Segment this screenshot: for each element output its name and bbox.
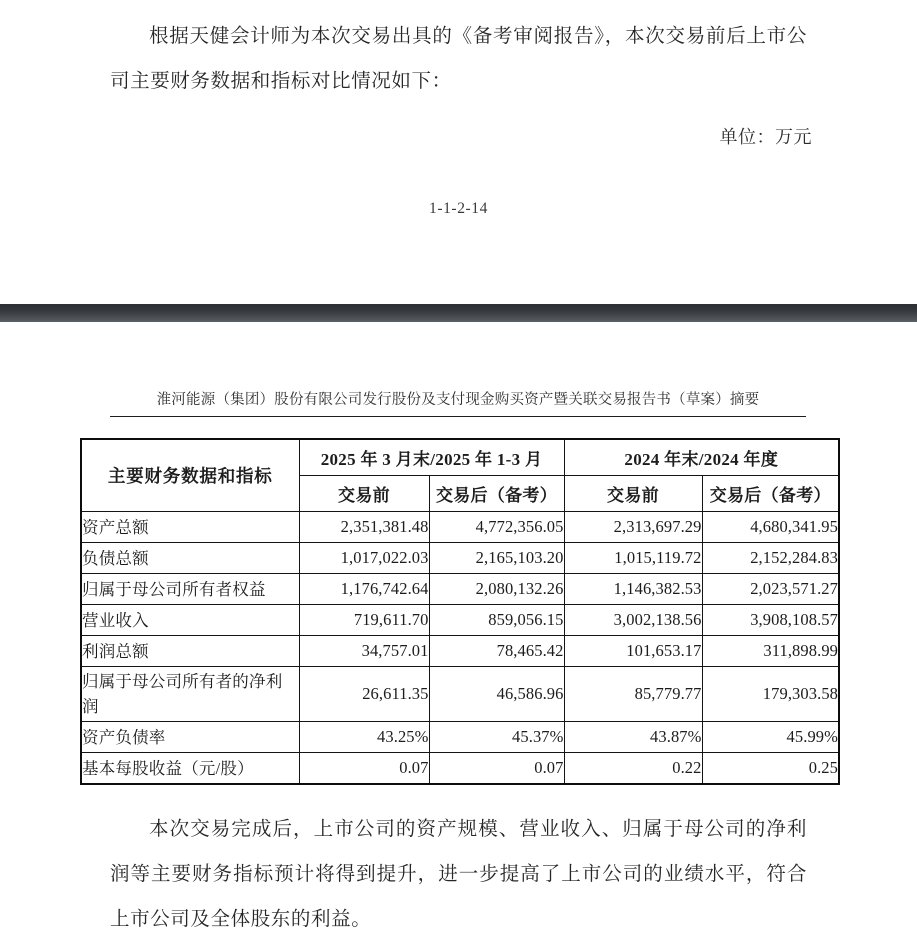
table-cell-value: 34,757.01 xyxy=(299,636,429,667)
table-row-label: 归属于母公司所有者权益 xyxy=(81,574,299,605)
table-cell-value: 85,779.77 xyxy=(564,667,702,722)
table-row xyxy=(81,512,839,543)
table-cell-value: 0.07 xyxy=(429,753,564,785)
page-separator-band xyxy=(0,304,917,322)
table-row xyxy=(81,722,839,753)
table-cell-value: 1,176,742.64 xyxy=(299,574,429,605)
table-cell-value: 859,056.15 xyxy=(429,605,564,636)
table-cell-value: 45.37% xyxy=(429,722,564,753)
closing-paragraph: 本次交易完成后，上市公司的资产规模、营业收入、归属于母公司的净利润等主要财务指标预计将得到提升，进一步提高了上市公司的业绩水平，符合上市公司及全体股东的利益。 xyxy=(110,819,807,930)
running-header: 淮河能源（集团）股份有限公司发行股份及支付现金购买资产暨关联交易报告书（草案）摘要 xyxy=(110,388,806,417)
table-cell-value: 1,017,022.03 xyxy=(299,543,429,574)
table-body xyxy=(81,512,839,785)
table-cell-value: 43.25% xyxy=(299,722,429,753)
table-cell-value: 43.87% xyxy=(564,722,702,753)
table-header-row-period xyxy=(81,439,839,476)
table-cell-value: 45.99% xyxy=(702,722,839,753)
table-cell-value: 3,002,138.56 xyxy=(564,605,702,636)
table-cell-value: 46,586.96 xyxy=(429,667,564,722)
table-cell-value: 101,653.17 xyxy=(564,636,702,667)
table-subheader-2025-before: 交易前 xyxy=(299,476,429,512)
table-cell-value: 0.07 xyxy=(299,753,429,785)
table-row-label: 利润总额 xyxy=(81,636,299,667)
table-cell-value: 719,611.70 xyxy=(299,605,429,636)
table-row-label: 资产负债率 xyxy=(81,722,299,753)
table-row xyxy=(81,753,839,785)
table-row xyxy=(81,543,839,574)
table-row-label: 基本每股收益（元/股） xyxy=(81,753,299,785)
table-cell-value: 0.22 xyxy=(564,753,702,785)
table-subheader-2024-after: 交易后（备考） xyxy=(702,476,839,512)
table-row xyxy=(81,636,839,667)
table-subheader-2024-before: 交易前 xyxy=(564,476,702,512)
page-number-folio: 1-1-2-14 xyxy=(428,200,489,217)
table-row xyxy=(81,605,839,636)
document-page-top xyxy=(0,0,917,304)
table-cell-value: 4,772,356.05 xyxy=(429,512,564,543)
intro-paragraph: 根据天健会计师为本次交易出具的《备考审阅报告》，本次交易前后上市公司主要财务数据和指标对比情况如下： xyxy=(110,26,807,92)
financial-comparison-table xyxy=(80,438,840,785)
table-period-header-2024: 2024 年末/2024 年度 xyxy=(564,439,839,476)
table-cell-value: 2,152,284.83 xyxy=(702,543,839,574)
table-row-label: 负债总额 xyxy=(81,543,299,574)
table-cell-value: 1,015,119.72 xyxy=(564,543,702,574)
document-page-bottom xyxy=(0,322,917,938)
table-row-label: 营业收入 xyxy=(81,605,299,636)
table-cell-value: 26,611.35 xyxy=(299,667,429,722)
table-cell-value: 2,165,103.20 xyxy=(429,543,564,574)
table-cell-value: 1,146,382.53 xyxy=(564,574,702,605)
table-cell-value: 78,465.42 xyxy=(429,636,564,667)
table-header xyxy=(81,439,839,512)
table-cell-value: 311,898.99 xyxy=(702,636,839,667)
table-row-label: 归属于母公司所有者的净利润 xyxy=(81,667,299,722)
table-cell-value: 2,351,381.48 xyxy=(299,512,429,543)
unit-note: 单位：万元 xyxy=(719,127,812,147)
table-subheader-2025-after: 交易后（备考） xyxy=(429,476,564,512)
table-cell-value: 2,023,571.27 xyxy=(702,574,839,605)
table-corner-header: 主要财务数据和指标 xyxy=(81,439,299,512)
table-cell-value: 4,680,341.95 xyxy=(702,512,839,543)
table-row-label: 资产总额 xyxy=(81,512,299,543)
table-row xyxy=(81,667,839,722)
table-cell-value: 3,908,108.57 xyxy=(702,605,839,636)
table-cell-value: 2,080,132.26 xyxy=(429,574,564,605)
table-cell-value: 179,303.58 xyxy=(702,667,839,722)
table-row xyxy=(81,574,839,605)
table-cell-value: 0.25 xyxy=(702,753,839,785)
table-period-header-2025: 2025 年 3 月末/2025 年 1-3 月 xyxy=(299,439,564,476)
financial-table-container xyxy=(80,438,838,785)
table-cell-value: 2,313,697.29 xyxy=(564,512,702,543)
